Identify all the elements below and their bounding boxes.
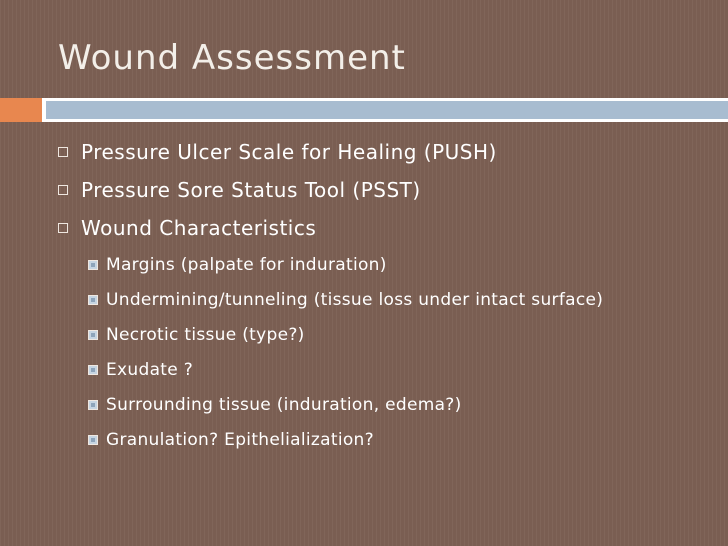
sub-bullet-item <box>88 352 603 387</box>
hollow-square-bullet-icon <box>58 185 68 195</box>
bullet-item <box>58 133 603 171</box>
sub-bullet-item <box>88 387 603 422</box>
sub-bullet-text: Necrotic tissue (type?) <box>106 324 305 345</box>
bullet-list <box>58 133 603 457</box>
sub-bullet-item <box>88 422 603 457</box>
filled-square-bullet-icon <box>88 295 98 305</box>
sub-bullet-text: Granulation? Epithelialization? <box>106 429 374 450</box>
sub-bullet-item <box>88 247 603 282</box>
sub-bullet-item <box>88 282 603 317</box>
sub-bullet-text: Surrounding tissue (induration, edema?) <box>106 394 462 415</box>
filled-square-bullet-icon <box>88 400 98 410</box>
filled-square-bullet-icon <box>88 365 98 375</box>
bullet-text: Pressure Ulcer Scale for Healing (PUSH) <box>81 140 497 164</box>
sub-bullet-list <box>58 247 603 457</box>
filled-square-bullet-icon <box>88 435 98 445</box>
sub-bullet-text: Exudate ? <box>106 359 194 380</box>
title-divider <box>0 98 728 122</box>
bullet-text: Wound Characteristics <box>81 216 317 240</box>
sub-bullet-text: Margins (palpate for induration) <box>106 254 387 275</box>
bullet-text: Pressure Sore Status Tool (PSST) <box>81 178 421 202</box>
sub-bullet-item <box>88 317 603 352</box>
hollow-square-bullet-icon <box>58 147 68 157</box>
divider-accent-blue <box>46 98 728 122</box>
hollow-square-bullet-icon <box>58 223 68 233</box>
filled-square-bullet-icon <box>88 260 98 270</box>
bullet-item-with-children <box>58 209 603 457</box>
filled-square-bullet-icon <box>88 330 98 340</box>
sub-bullet-text: Undermining/tunneling (tissue loss under intact surface) <box>106 289 604 310</box>
slide-title: Wound Assessment <box>58 38 406 78</box>
bullet-item <box>58 209 603 247</box>
bullet-item <box>58 171 603 209</box>
divider-accent-orange <box>0 98 42 122</box>
